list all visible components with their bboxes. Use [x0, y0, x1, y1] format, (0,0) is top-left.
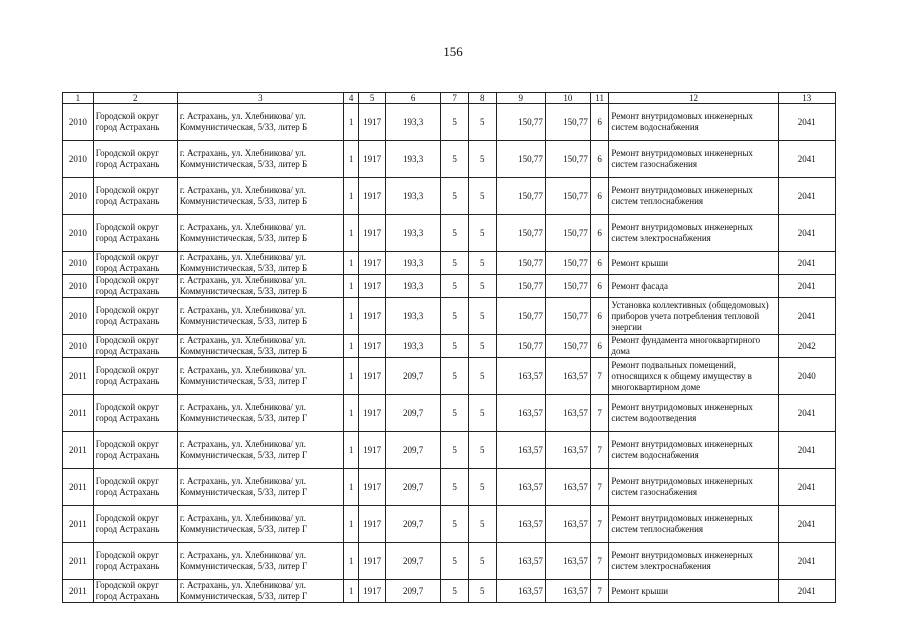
cell-c9: 150,77: [496, 298, 545, 335]
cell-work: Ремонт внутридомовых инженерных систем водоотведения: [609, 395, 778, 432]
cell-c7: 5: [441, 580, 469, 603]
column-header: 2: [93, 93, 177, 104]
cell-c10: 150,77: [545, 335, 590, 358]
cell-c11: 7: [590, 395, 608, 432]
table-body: [63, 104, 836, 603]
cell-c5: 1917: [359, 215, 386, 252]
cell-c5: 1917: [359, 275, 386, 298]
cell-c5: 1917: [359, 178, 386, 215]
cell-c6: 209,7: [385, 395, 440, 432]
cell-c7: 5: [441, 432, 469, 469]
cell-year: 2010: [63, 252, 94, 275]
cell-address: г. Астрахань, ул. Хлебникова/ ул. Коммунистическая, 5/33, литер Б: [177, 178, 343, 215]
cell-owner: Городской округ город Астрахань: [93, 298, 177, 335]
cell-c13: 2041: [778, 178, 835, 215]
cell-c11: 7: [590, 543, 608, 580]
cell-c9: 150,77: [496, 215, 545, 252]
cell-c6: 193,3: [385, 215, 440, 252]
cell-address: г. Астрахань, ул. Хлебникова/ ул. Коммунистическая, 5/33, литер Г: [177, 358, 343, 395]
cell-c10: 150,77: [545, 275, 590, 298]
cell-c9: 163,57: [496, 506, 545, 543]
cell-c5: 1917: [359, 543, 386, 580]
cell-c11: 7: [590, 358, 608, 395]
cell-c6: 209,7: [385, 432, 440, 469]
cell-address: г. Астрахань, ул. Хлебникова/ ул. Коммунистическая, 5/33, литер Б: [177, 252, 343, 275]
cell-c11: 6: [590, 104, 608, 141]
cell-c5: 1917: [359, 335, 386, 358]
cell-owner: Городской округ город Астрахань: [93, 215, 177, 252]
cell-c11: 6: [590, 275, 608, 298]
cell-c4: 1: [343, 215, 358, 252]
column-header: 13: [778, 93, 835, 104]
cell-address: г. Астрахань, ул. Хлебникова/ ул. Коммунистическая, 5/33, литер Б: [177, 275, 343, 298]
cell-c13: 2042: [778, 335, 835, 358]
cell-work: Установка коллективных (общедомовых) приборов учета потребления тепловой энергии: [609, 298, 778, 335]
table-row: [63, 178, 836, 215]
cell-c8: 5: [468, 178, 496, 215]
cell-work: Ремонт внутридомовых инженерных систем теплоснабжения: [609, 506, 778, 543]
cell-c4: 1: [343, 469, 358, 506]
cell-c7: 5: [441, 141, 469, 178]
column-header: 6: [385, 93, 440, 104]
cell-address: г. Астрахань, ул. Хлебникова/ ул. Коммунистическая, 5/33, литер Г: [177, 506, 343, 543]
cell-work: Ремонт подвальных помещений, относящихся к общему имуществу в многоквартирном доме: [609, 358, 778, 395]
cell-c8: 5: [468, 104, 496, 141]
cell-c13: 2041: [778, 543, 835, 580]
cell-work: Ремонт внутридомовых инженерных систем газоснабжения: [609, 141, 778, 178]
cell-address: г. Астрахань, ул. Хлебникова/ ул. Коммунистическая, 5/33, литер Б: [177, 141, 343, 178]
cell-c9: 150,77: [496, 335, 545, 358]
cell-c7: 5: [441, 506, 469, 543]
cell-c11: 6: [590, 298, 608, 335]
cell-c6: 209,7: [385, 469, 440, 506]
cell-c5: 1917: [359, 252, 386, 275]
table-row: [63, 543, 836, 580]
cell-c13: 2041: [778, 252, 835, 275]
cell-c6: 193,3: [385, 178, 440, 215]
cell-c9: 163,57: [496, 395, 545, 432]
cell-work: Ремонт внутридомовых инженерных систем теплоснабжения: [609, 178, 778, 215]
cell-work: Ремонт внутридомовых инженерных систем электроснабжения: [609, 215, 778, 252]
table-row: [63, 252, 836, 275]
cell-c7: 5: [441, 104, 469, 141]
cell-year: 2010: [63, 215, 94, 252]
cell-year: 2010: [63, 298, 94, 335]
cell-c9: 163,57: [496, 543, 545, 580]
cell-c4: 1: [343, 141, 358, 178]
cell-year: 2011: [63, 395, 94, 432]
cell-c13: 2041: [778, 469, 835, 506]
cell-c8: 5: [468, 543, 496, 580]
cell-owner: Городской округ город Астрахань: [93, 469, 177, 506]
cell-c6: 193,3: [385, 298, 440, 335]
cell-work: Ремонт крыши: [609, 252, 778, 275]
cell-c11: 7: [590, 580, 608, 603]
table-row: [63, 141, 836, 178]
cell-year: 2010: [63, 335, 94, 358]
cell-owner: Городской округ город Астрахань: [93, 506, 177, 543]
table-row: [63, 104, 836, 141]
cell-c13: 2041: [778, 298, 835, 335]
cell-c7: 5: [441, 178, 469, 215]
cell-c8: 5: [468, 141, 496, 178]
cell-c4: 1: [343, 432, 358, 469]
cell-year: 2010: [63, 178, 94, 215]
cell-year: 2011: [63, 543, 94, 580]
cell-c9: 150,77: [496, 252, 545, 275]
cell-c6: 193,3: [385, 104, 440, 141]
table-row: [63, 580, 836, 603]
cell-owner: Городской округ город Астрахань: [93, 178, 177, 215]
column-header: 4: [343, 93, 358, 104]
cell-c10: 163,57: [545, 506, 590, 543]
cell-c4: 1: [343, 178, 358, 215]
table-row: [63, 275, 836, 298]
cell-c8: 5: [468, 358, 496, 395]
cell-c6: 209,7: [385, 543, 440, 580]
cell-c8: 5: [468, 432, 496, 469]
cell-c13: 2041: [778, 432, 835, 469]
cell-work: Ремонт внутридомовых инженерных систем водоснабжения: [609, 104, 778, 141]
cell-c8: 5: [468, 580, 496, 603]
cell-c8: 5: [468, 506, 496, 543]
cell-c10: 163,57: [545, 580, 590, 603]
header-row: [63, 93, 836, 104]
cell-address: г. Астрахань, ул. Хлебникова/ ул. Коммунистическая, 5/33, литер Г: [177, 432, 343, 469]
cell-c5: 1917: [359, 506, 386, 543]
cell-c13: 2041: [778, 506, 835, 543]
cell-c11: 6: [590, 252, 608, 275]
cell-c5: 1917: [359, 395, 386, 432]
cell-c10: 150,77: [545, 178, 590, 215]
cell-c11: 7: [590, 432, 608, 469]
cell-c4: 1: [343, 252, 358, 275]
cell-year: 2010: [63, 104, 94, 141]
cell-c4: 1: [343, 395, 358, 432]
cell-c10: 163,57: [545, 395, 590, 432]
column-header: 5: [359, 93, 386, 104]
cell-owner: Городской округ город Астрахань: [93, 104, 177, 141]
cell-owner: Городской округ город Астрахань: [93, 432, 177, 469]
column-header: 9: [496, 93, 545, 104]
cell-c5: 1917: [359, 358, 386, 395]
table-row: [63, 506, 836, 543]
cell-c7: 5: [441, 358, 469, 395]
cell-owner: Городской округ город Астрахань: [93, 395, 177, 432]
cell-c10: 163,57: [545, 432, 590, 469]
table-row: [63, 358, 836, 395]
page-number: 156: [443, 44, 463, 59]
cell-c6: 193,3: [385, 275, 440, 298]
cell-c13: 2041: [778, 215, 835, 252]
cell-c13: 2041: [778, 395, 835, 432]
cell-c9: 163,57: [496, 358, 545, 395]
registry-table: [62, 92, 836, 603]
cell-c8: 5: [468, 215, 496, 252]
cell-c10: 150,77: [545, 215, 590, 252]
cell-work: Ремонт внутридомовых инженерных систем газоснабжения: [609, 469, 778, 506]
cell-c5: 1917: [359, 432, 386, 469]
cell-c9: 150,77: [496, 178, 545, 215]
cell-c6: 193,3: [385, 141, 440, 178]
cell-c9: 150,77: [496, 141, 545, 178]
column-header: 10: [545, 93, 590, 104]
cell-owner: Городской округ город Астрахань: [93, 580, 177, 603]
cell-c5: 1917: [359, 104, 386, 141]
cell-c10: 163,57: [545, 469, 590, 506]
cell-c6: 209,7: [385, 506, 440, 543]
cell-c4: 1: [343, 580, 358, 603]
cell-address: г. Астрахань, ул. Хлебникова/ ул. Коммунистическая, 5/33, литер Б: [177, 298, 343, 335]
cell-c7: 5: [441, 275, 469, 298]
cell-c7: 5: [441, 215, 469, 252]
cell-owner: Городской округ город Астрахань: [93, 543, 177, 580]
column-header: 3: [177, 93, 343, 104]
cell-work: Ремонт крыши: [609, 580, 778, 603]
cell-c7: 5: [441, 543, 469, 580]
cell-c10: 150,77: [545, 141, 590, 178]
cell-c8: 5: [468, 275, 496, 298]
cell-address: г. Астрахань, ул. Хлебникова/ ул. Коммунистическая, 5/33, литер Б: [177, 104, 343, 141]
cell-address: г. Астрахань, ул. Хлебникова/ ул. Коммунистическая, 5/33, литер Г: [177, 543, 343, 580]
cell-c7: 5: [441, 469, 469, 506]
cell-address: г. Астрахань, ул. Хлебникова/ ул. Коммунистическая, 5/33, литер Г: [177, 469, 343, 506]
cell-c11: 7: [590, 506, 608, 543]
cell-c11: 7: [590, 469, 608, 506]
cell-address: г. Астрахань, ул. Хлебникова/ ул. Коммунистическая, 5/33, литер Б: [177, 335, 343, 358]
cell-c4: 1: [343, 275, 358, 298]
cell-c13: 2041: [778, 104, 835, 141]
cell-c10: 150,77: [545, 252, 590, 275]
cell-c9: 163,57: [496, 432, 545, 469]
cell-c11: 6: [590, 215, 608, 252]
cell-c9: 150,77: [496, 275, 545, 298]
cell-c5: 1917: [359, 580, 386, 603]
cell-c5: 1917: [359, 469, 386, 506]
cell-c5: 1917: [359, 298, 386, 335]
cell-c6: 193,3: [385, 252, 440, 275]
cell-c4: 1: [343, 298, 358, 335]
cell-owner: Городской округ город Астрахань: [93, 358, 177, 395]
column-header: 12: [609, 93, 778, 104]
cell-c9: 163,57: [496, 469, 545, 506]
cell-address: г. Астрахань, ул. Хлебникова/ ул. Коммунистическая, 5/33, литер Б: [177, 215, 343, 252]
cell-c11: 6: [590, 141, 608, 178]
cell-owner: Городской округ город Астрахань: [93, 335, 177, 358]
cell-work: Ремонт фундамента многоквартирного дома: [609, 335, 778, 358]
cell-c7: 5: [441, 395, 469, 432]
cell-c4: 1: [343, 358, 358, 395]
cell-year: 2011: [63, 432, 94, 469]
cell-c8: 5: [468, 298, 496, 335]
cell-c13: 2041: [778, 275, 835, 298]
cell-year: 2011: [63, 580, 94, 603]
cell-year: 2010: [63, 141, 94, 178]
cell-c4: 1: [343, 506, 358, 543]
column-header: 8: [468, 93, 496, 104]
cell-c8: 5: [468, 469, 496, 506]
cell-address: г. Астрахань, ул. Хлебникова/ ул. Коммунистическая, 5/33, литер Г: [177, 580, 343, 603]
table-row: [63, 215, 836, 252]
cell-c8: 5: [468, 395, 496, 432]
cell-work: Ремонт внутридомовых инженерных систем водоснабжения: [609, 432, 778, 469]
cell-c10: 150,77: [545, 298, 590, 335]
cell-owner: Городской округ город Астрахань: [93, 141, 177, 178]
cell-owner: Городской округ город Астрахань: [93, 275, 177, 298]
cell-c9: 150,77: [496, 104, 545, 141]
cell-c7: 5: [441, 298, 469, 335]
cell-c13: 2041: [778, 141, 835, 178]
cell-year: 2011: [63, 358, 94, 395]
cell-c4: 1: [343, 104, 358, 141]
cell-owner: Городской округ город Астрахань: [93, 252, 177, 275]
cell-c4: 1: [343, 543, 358, 580]
table-row: [63, 432, 836, 469]
cell-c8: 5: [468, 252, 496, 275]
cell-year: 2010: [63, 275, 94, 298]
cell-year: 2011: [63, 506, 94, 543]
cell-c7: 5: [441, 335, 469, 358]
cell-c10: 163,57: [545, 543, 590, 580]
cell-work: Ремонт фасада: [609, 275, 778, 298]
table-row: [63, 469, 836, 506]
cell-c11: 6: [590, 335, 608, 358]
cell-work: Ремонт внутридомовых инженерных систем электроснабжения: [609, 543, 778, 580]
cell-c4: 1: [343, 335, 358, 358]
column-header: 11: [590, 93, 608, 104]
cell-c6: 209,7: [385, 580, 440, 603]
table-row: [63, 335, 836, 358]
cell-c8: 5: [468, 335, 496, 358]
cell-c5: 1917: [359, 141, 386, 178]
cell-c9: 163,57: [496, 580, 545, 603]
table-row: [63, 298, 836, 335]
table-row: [63, 395, 836, 432]
cell-c10: 150,77: [545, 104, 590, 141]
cell-address: г. Астрахань, ул. Хлебникова/ ул. Коммунистическая, 5/33, литер Г: [177, 395, 343, 432]
cell-c10: 163,57: [545, 358, 590, 395]
column-header: 1: [63, 93, 94, 104]
column-header: 7: [441, 93, 469, 104]
cell-c6: 209,7: [385, 358, 440, 395]
cell-year: 2011: [63, 469, 94, 506]
cell-c13: 2040: [778, 358, 835, 395]
cell-c7: 5: [441, 252, 469, 275]
cell-c6: 193,3: [385, 335, 440, 358]
cell-c11: 6: [590, 178, 608, 215]
cell-c13: 2041: [778, 580, 835, 603]
